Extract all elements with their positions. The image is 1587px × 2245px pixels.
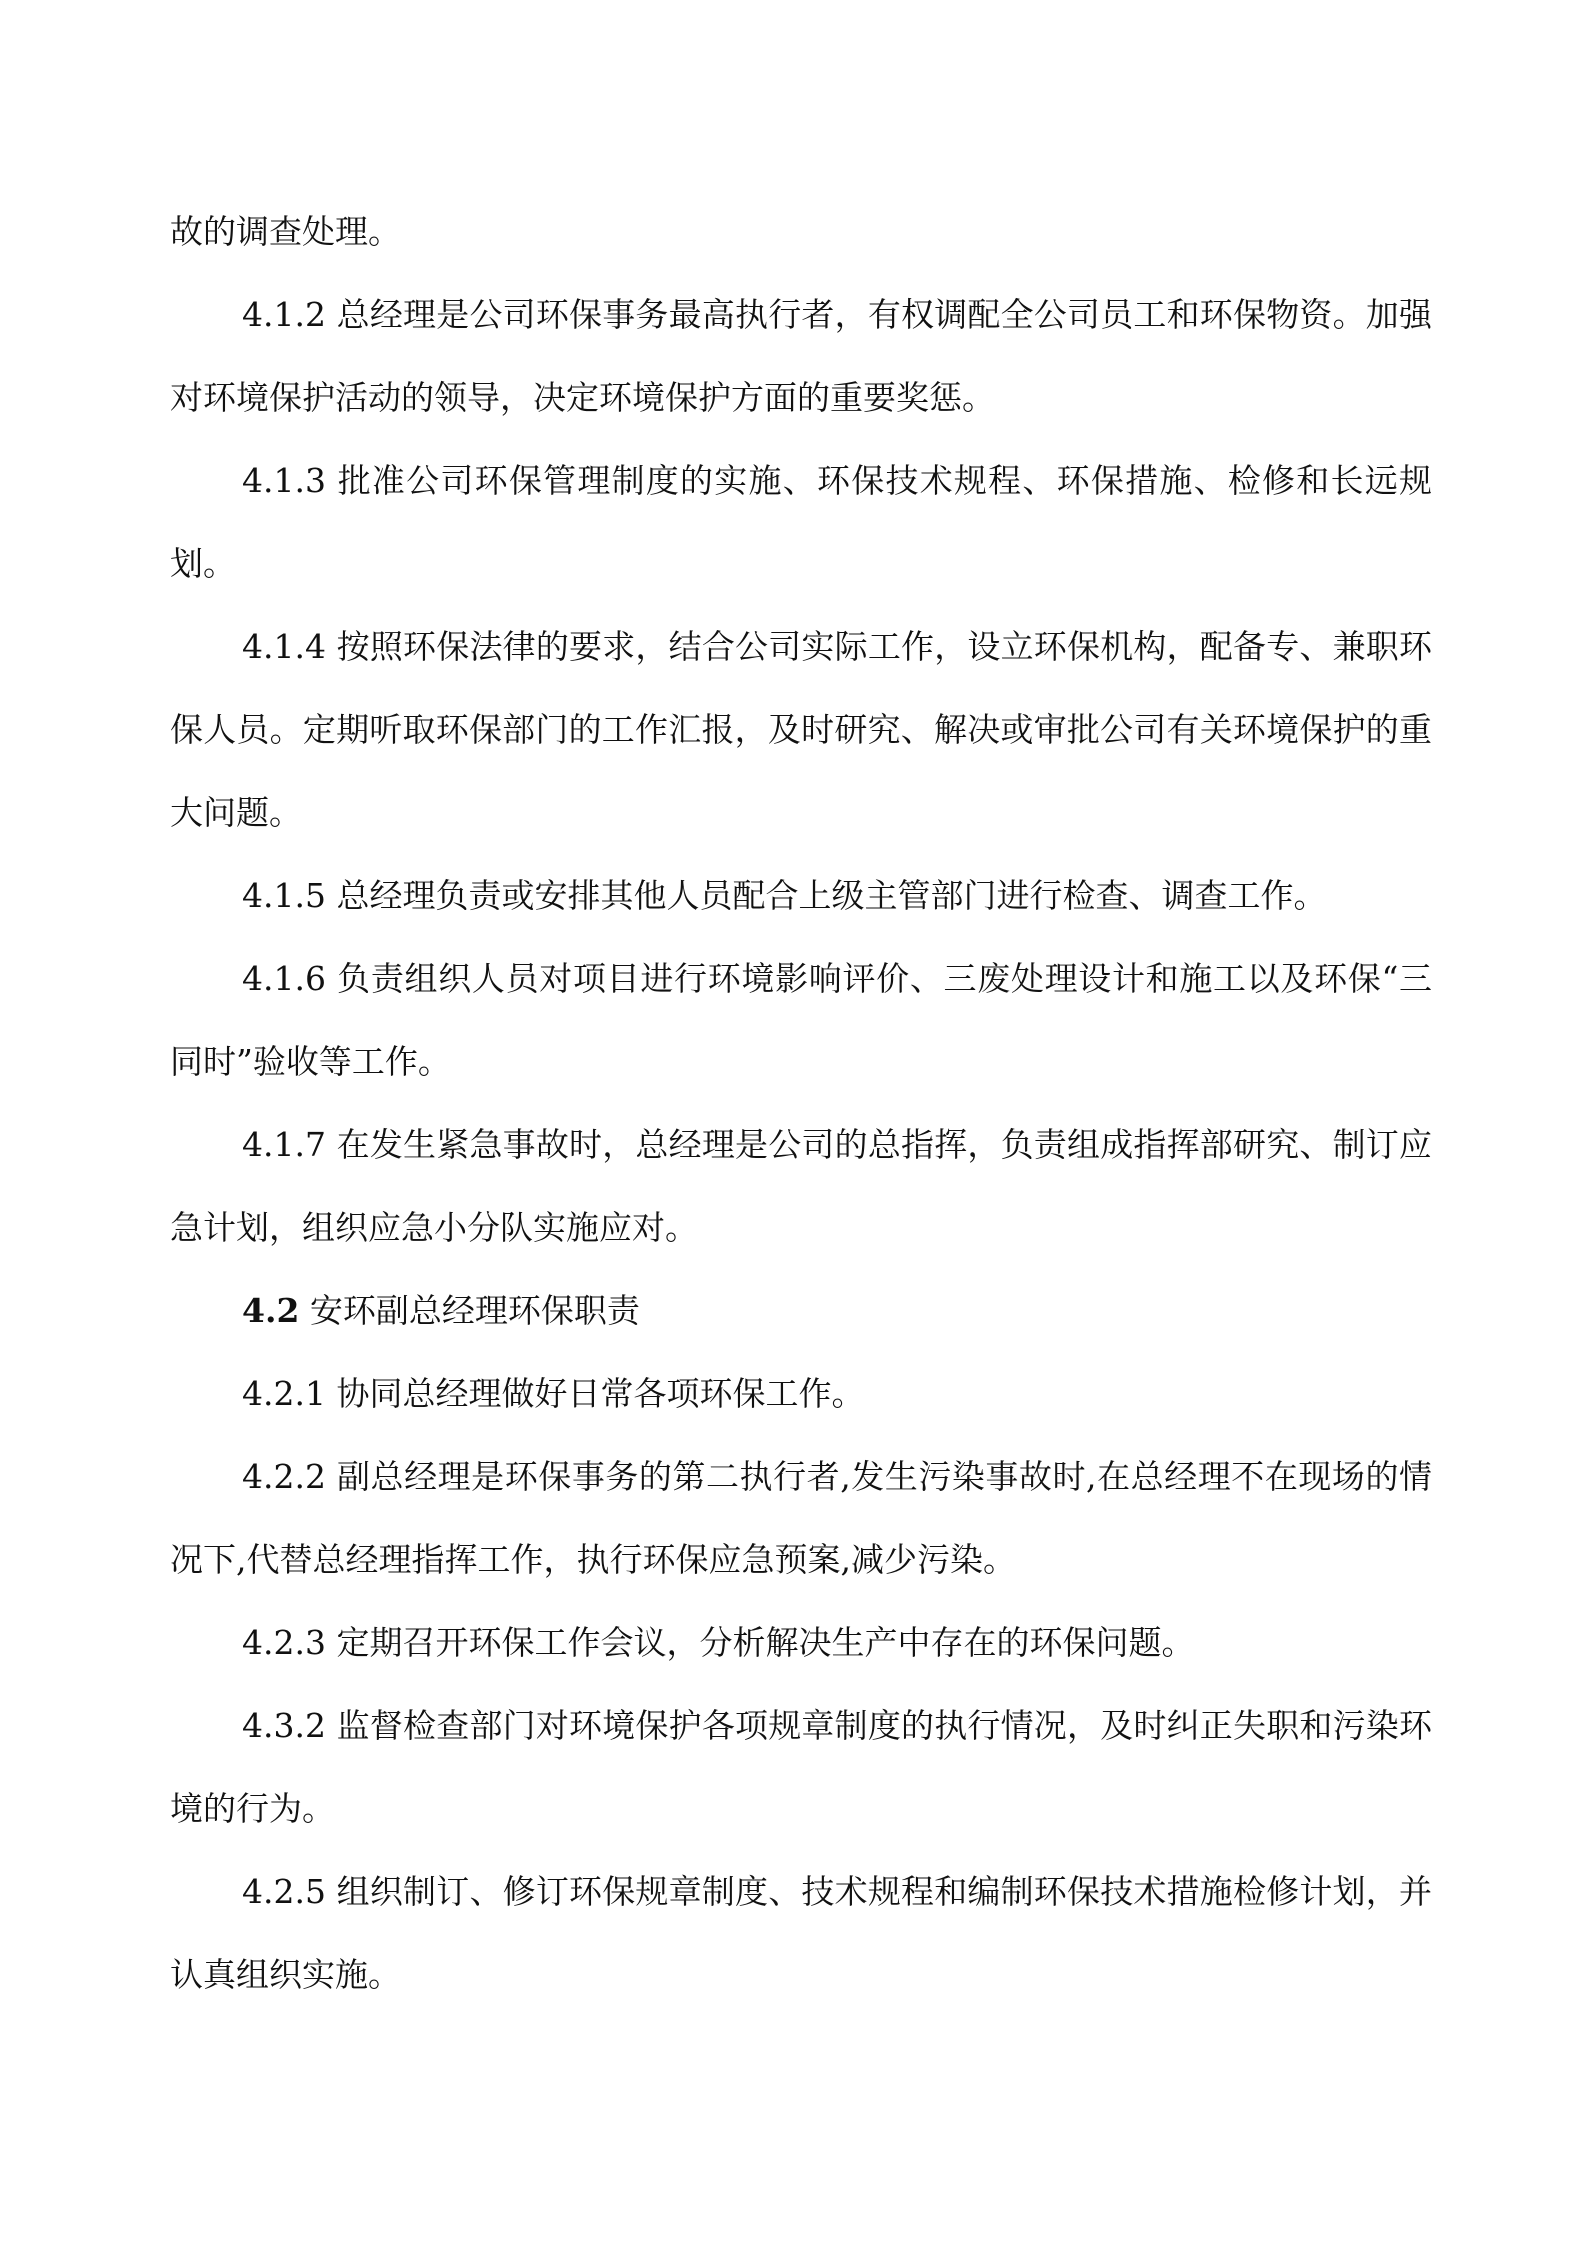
document-body (170, 190, 1432, 2016)
paragraph-4-2-3: 4.2.3 定期召开环保工作会议，分析解决生产中存在的环保问题。 (242, 1623, 1195, 1662)
paragraph-4-3-2: 4.3.2 监督检查部门对环境保护各项规章制度的执行情况，及时纠正失职和污染环境的行为。 (170, 1706, 1432, 1828)
paragraph-4-1-7: 4.1.7 在发生紧急事故时，总经理是公司的总指挥，负责组成指挥部研究、制订应急计划，组织应急小分队实施应对。 (170, 1125, 1432, 1247)
paragraph-4-1-5: 4.1.5 总经理负责或安排其他人员配合上级主管部门进行检查、调查工作。 (242, 876, 1327, 915)
paragraph-4-1-3: 4.1.3 批准公司环保管理制度的实施、环保技术规程、环保措施、检修和长远规划。 (170, 461, 1432, 583)
paragraph-4-2-2: 4.2.2 副总经理是环保事务的第二执行者,发生污染事故时,在总经理不在现场的情况下,代替总经理指挥工作，执行环保应急预案,减少污染。 (170, 1457, 1432, 1579)
paragraph-4-1-2: 4.1.2 总经理是公司环保事务最高执行者，有权调配全公司员工和环保物资。加强对环境保护活动的领导，决定环境保护方面的重要奖惩。 (170, 295, 1432, 417)
paragraph-4-2-1: 4.2.1 协同总经理做好日常各项环保工作。 (242, 1374, 865, 1413)
paragraph-4-2-5: 4.2.5 组织制订、修订环保规章制度、技术规程和编制环保技术措施检修计划，并认真组织实施。 (170, 1872, 1432, 1994)
paragraph-4-1-4: 4.1.4 按照环保法律的要求，结合公司实际工作，设立环保机构，配备专、兼职环保人员。定期听取环保部门的工作汇报，及时研究、解决或审批公司有关环境保护的重大问题。 (170, 627, 1432, 832)
section-title: 安环副总经理环保职责 (309, 1291, 640, 1330)
section-heading-4-2 (170, 1269, 1432, 1352)
section-number: 4.2 (242, 1291, 300, 1330)
paragraph-4-1-6: 4.1.6 负责组织人员对项目进行环境影响评价、三废处理设计和施工以及环保“三同时”验收等工作。 (170, 959, 1432, 1081)
paragraph-continuation: 故的调查处理。 (170, 212, 401, 251)
